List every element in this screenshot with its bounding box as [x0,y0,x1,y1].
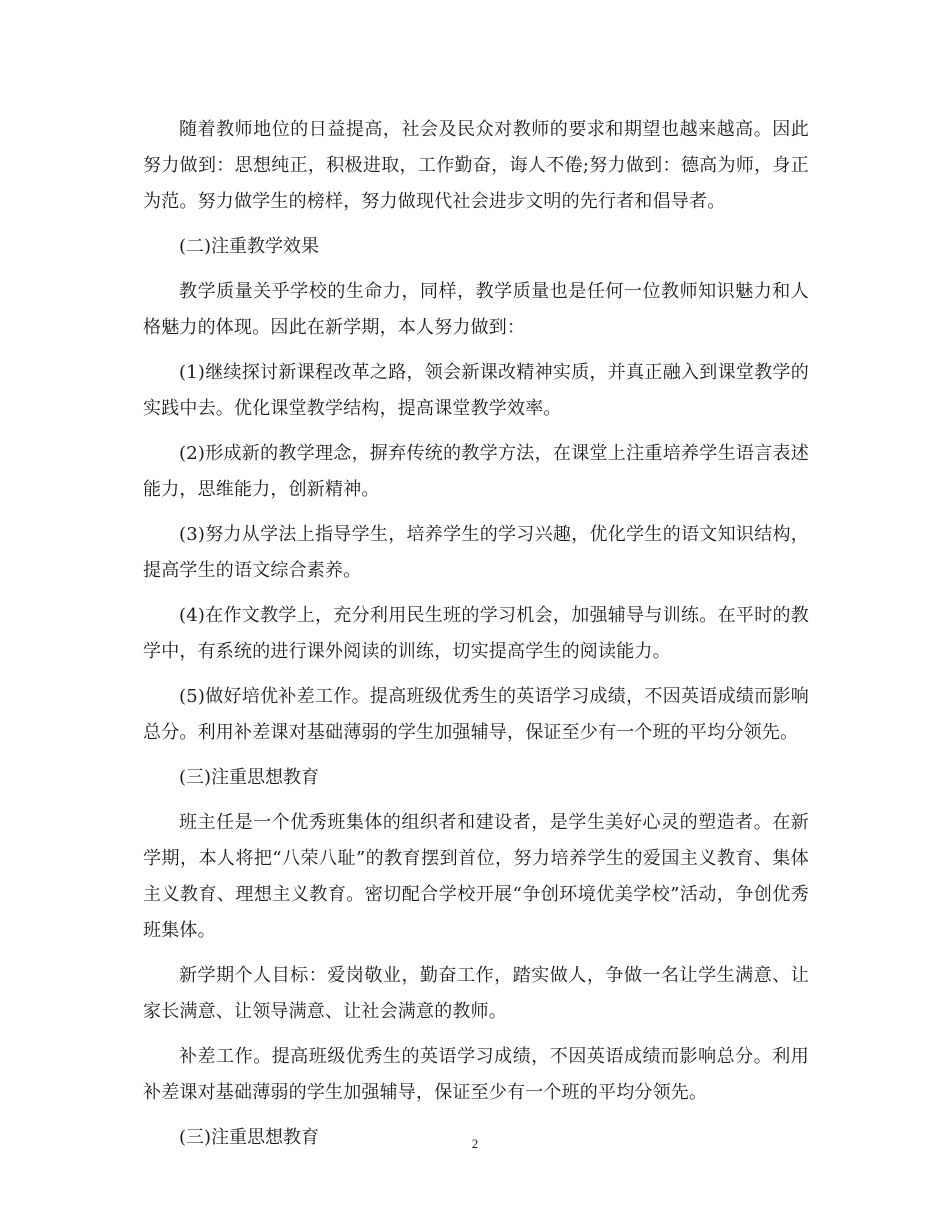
list-item-2: (2)形成新的教学理念，摒弃传统的教学方法，在课堂上注重培养学生语言表述能力，思维能力，创新精神。 [143,443,809,500]
paragraph-remedial-work: 补差工作。提高班级优秀生的英语学习成绩，不因英语成绩而影响总分。利用补差课对基础薄弱的学生加强辅导，保证至少有一个班的平均分领先。 [143,1046,809,1103]
paragraph-teaching-quality: 教学质量关乎学校的生命力，同样，教学质量也是任何一位教师知识魅力和人格魅力的体现。因此在新学期，本人努力做到： [143,281,809,338]
section-heading-teaching-effect: (二)注重教学效果 [179,236,320,257]
list-item-3: (3)努力从学法上指导学生，培养学生的学习兴趣，优化学生的语文知识结构，提高学生的语文综合素养。 [143,524,809,581]
list-item-1: (1)继续探讨新课程改革之路，领会新课改精神实质，并真正融入到课堂教学的实践中去。优化课堂教学结构，提高课堂教学效率。 [143,362,809,419]
document-body [143,112,809,1165]
paragraph-personal-goals: 新学期个人目标：爱岗敬业，勤奋工作，踏实做人，争做一名让学生满意、让家长满意、让领导满意、让社会满意的教师。 [143,965,809,1022]
list-item-4: (4)在作文教学上，充分利用民生班的学习机会，加强辅导与训练。在平时的教学中，有系统的进行课外阅读的训练，切实提高学生的阅读能力。 [143,605,809,662]
list-item-5: (5)做好培优补差工作。提高班级优秀生的英语学习成绩，不因英语成绩而影响总分。利用补差课对基础薄弱的学生加强辅导，保证至少有一个班的平均分领先。 [143,686,809,743]
page-number: 2 [471,1136,479,1151]
paragraph-head-teacher: 班主任是一个优秀班集体的组织者和建设者，是学生美好心灵的塑造者。在新学期，本人将把“八荣八耻”的教育摆到首位，努力培养学生的爱国主义教育、集体主义教育、理想主义教育。密切配合学校开展“争创环境优美学校”活动，争创优秀班集体。 [143,812,809,941]
section-heading-moral-education-repeat: (三)注重思想教育 [179,1127,320,1148]
paragraph-teacher-expectations: 随着教师地位的日益提高，社会及民众对教师的要求和期望也越来越高。因此努力做到：思想纯正，积极进取，工作勤奋，诲人不倦;努力做到：德高为师，身正为范。努力做学生的榜样，努力做现代社会进步文明的先行者和倡导者。 [143,119,809,212]
section-heading-moral-education: (三)注重思想教育 [179,767,320,788]
